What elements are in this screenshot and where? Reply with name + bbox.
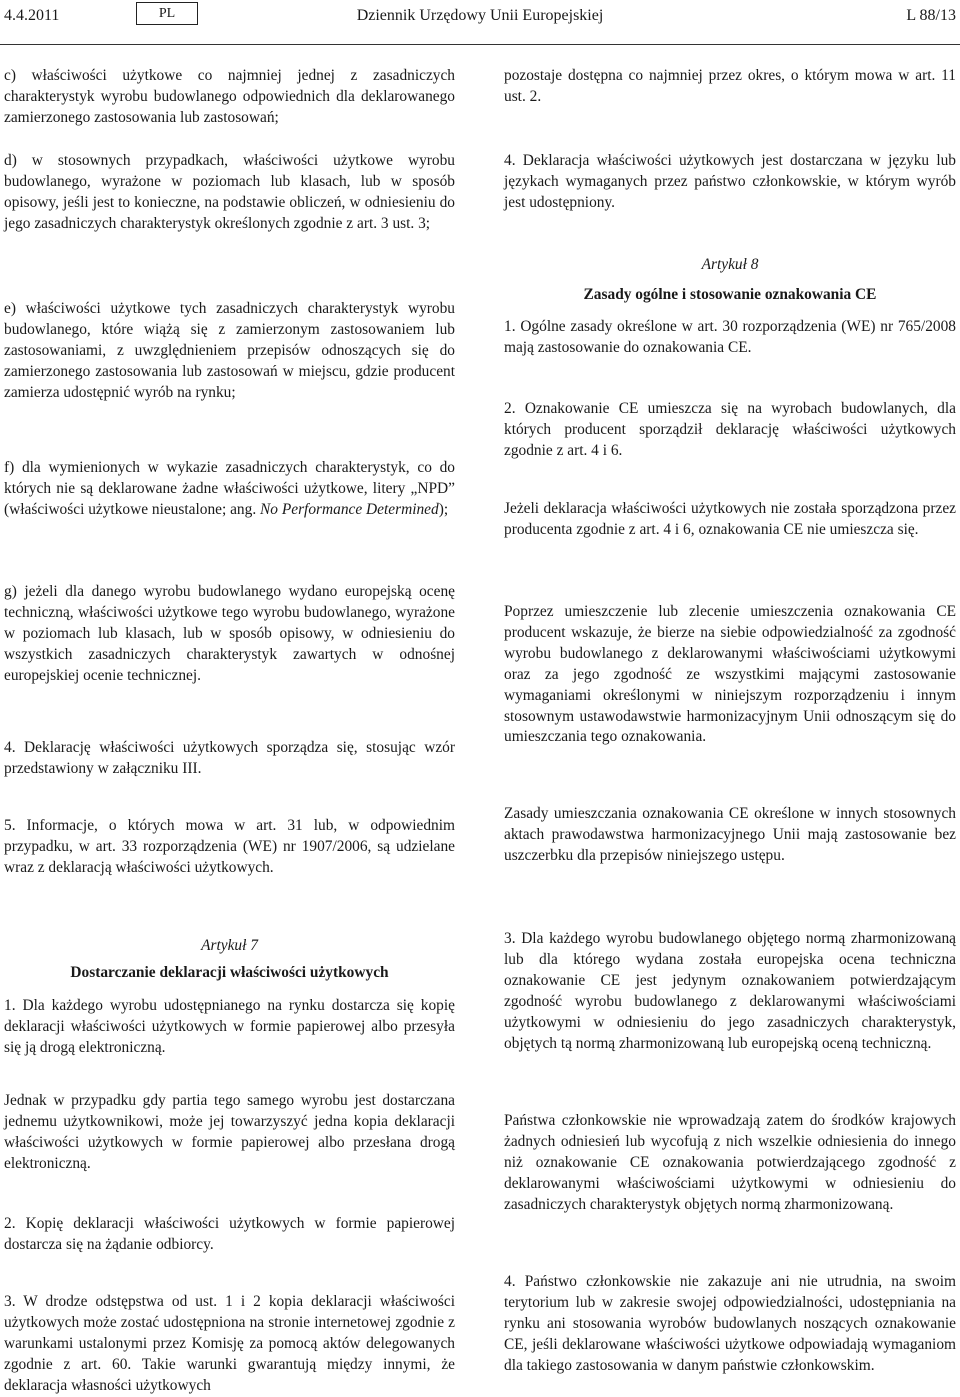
article-8-paragraph-2b: Jeżeli deklaracja właściwości użytkowych nie została sporządzona przez producenta zgodnie z art. 4 i 6, oznakowania CE nie umieszcza się. <box>504 500 956 538</box>
article-8-paragraph-1: 1. Ogólne zasady określone w art. 30 rozporządzenia (WE) nr 765/2008 mają zastosowanie do oznakowania CE. <box>504 318 956 356</box>
publication-date: 4.4.2011 <box>4 7 60 24</box>
article-7-paragraph-3: 3. W drodze odstępstwa od ust. 1 i 2 kopia deklaracji właściwości użytkowych może zostać udostępniona na stronie internetowej zgodnie z warunkami ustalonymi przez Komisję za pomocą aktów delegowanych zgodnie z art. 60. Takie warunki gwarantują między innymi, że deklaracja własności użytkowych <box>4 1293 455 1394</box>
point-e: e) właściwości użytkowe tych zasadniczych charakterystyk wyrobu budowlanego, które wiążą się z zamierzonym zastosowaniem lub zastosowaniami, z uwzględnieniem przepisów odnoszących się do zamierzonego zastosowania lub zastosowań w miejscu, gdzie producent zamierza udostępnić wyrób na rynku; <box>4 300 455 401</box>
continuation-text: pozostaje dostępna co najmniej przez okres, o którym mowa w art. 11 ust. 2. <box>504 67 956 105</box>
article-8-paragraph-2: 2. Oznakowanie CE umieszcza się na wyrobach budowlanych, dla których producent sporządził deklarację właściwości użytkowych zgodnie z art. 4 i 6. <box>504 400 956 459</box>
article-7-paragraph-1: 1. Dla każdego wyrobu udostępnianego na rynku dostarcza się kopię deklaracji właściwości użytkowych w formie papierowej albo przesyła się ją drogą elektroniczną. <box>4 997 455 1056</box>
journal-title: Dziennik Urzędowy Unii Europejskiej <box>356 7 604 24</box>
article-7-title: Dostarczanie deklaracji właściwości użytkowych <box>70 964 389 981</box>
article-8-title: Zasady ogólne i stosowanie oznakowania CE <box>583 286 877 303</box>
article-7-paragraph-1b: Jednak w przypadku gdy partia tego samego wyrobu jest dostarczana jednemu użytkownikowi, może jej towarzyszyć jedna kopia deklaracji właściwości użytkowych w formie papierowej albo przesłana drogą elektroniczną. <box>4 1092 455 1172</box>
point-c: c) właściwości użytkowe co najmniej jednej z zasadniczych charakterystyk wyrobu budowlanego odpowiednich dla deklarowanego zamierzonego zastosowania lub zastosowań; <box>4 67 455 126</box>
article-7-paragraph-2: 2. Kopię deklaracji właściwości użytkowych w formie papierowej dostarcza się na żądanie odbiorcy. <box>4 1215 455 1253</box>
paragraph-5: 5. Informacje, o których mowa w art. 31 lub, w odpowiednim przypadku, w art. 33 rozporządzenia (WE) nr 1907/2006, są udzielane wraz z deklaracją właściwości użytkowych. <box>4 817 455 876</box>
point-d: d) w stosownych przypadkach, właściwości użytkowe wyrobu budowlanego, wyrażone w poziomach lub klasach, lub w sposób opisowy, jeśli jest to konieczne, na podstawie obliczeń, w odniesieniu do jego zasadniczych charakterystyk określonych zgodnie z art. 3 ust. 3; <box>4 152 455 232</box>
article-8-number: Artykuł 8 <box>701 256 759 273</box>
article-8-paragraph-2d: Zasady umieszczania oznakowania CE określone w innych stosownych aktach prawodawstwa harmonizacyjnego Unii mają zastosowanie bez uszczerbku dla przepisów niniejszego ustępu. <box>504 805 956 864</box>
point-f <box>4 458 455 521</box>
article-8-paragraph-2c: Poprzez umieszczenie lub zlecenie umieszczenia oznakowania CE producent wskazuje, że bierze na siebie odpowiedzialność za zgodność wyrobu budowlanego z deklarowanymi właściwościami użytkowymi oraz za jego zgodność ze wszystkimi mającymi zastosowanie wymaganiami określonymi w niniejszym rozporządzeniu i innym stosownym ustawodawstwie harmonizacyjnym Unii odnoszącym się do umieszczania tego oznakowania. <box>504 603 956 746</box>
paragraph-4-right: 4. Deklaracja właściwości użytkowych jest dostarczana w języku lub językach wymaganych przez państwo członkowskie, w którym wyrób jest udostępniony. <box>504 152 956 211</box>
point-g: g) jeżeli dla danego wyrobu budowlanego wydano europejską ocenę techniczną, właściwości użytkowe tego wyrobu budowlanego, wyrażone w poziomach lub klasach, lub w sposób opisowy, w odniesieniu do wszystkich zasadniczych charakterystyk zawartych w odnośnej europejskiej ocenie technicznej. <box>4 583 455 684</box>
article-8-paragraph-3: 3. Dla każdego wyrobu budowlanego objętego normą zharmonizowaną lub dla którego wydana została europejska ocena techniczna oznakowanie CE jest jedynym oznakowaniem potwierdzającym zgodność wyrobu budowlanego z deklarowanymi właściwościami użytkowymi w odniesieniu do jego zasadniczych charakterystyk, objętych tą normą zharmonizowaną lub europejską oceną techniczną. <box>504 930 956 1052</box>
page-number: L 88/13 <box>906 7 956 24</box>
article-8-paragraph-3b: Państwa członkowskie nie wprowadzają zatem do środków krajowych żadnych odniesień lub wycofują z nich wszelkie odniesienia do innego niż oznakowanie CE oznakowania potwierdzającego zgodność z deklarowanymi właściwościami użytkowymi w odniesieniu do zasadniczych charakterystyk objętych normą zharmonizowaną. <box>504 1112 956 1213</box>
article-7-number: Artykuł 7 <box>201 937 258 954</box>
article-8-paragraph-4: 4. Państwo członkowskie nie zakazuje ani nie utrudnia, na swoim terytorium lub w zakresie swojej odpowiedzialności, udostępniania na rynku ani stosowania wyrobów budowlanych noszących oznakowanie CE, jeśli deklarowane właściwości użytkowe odpowiadają wymaganiom dla takiego zastosowania w danym państwie członkowskim. <box>504 1273 956 1374</box>
point-f-italic: No Performance Determined <box>260 500 439 518</box>
header-rule <box>0 44 960 45</box>
point-f-end: ); <box>438 500 449 518</box>
language-badge: PL <box>136 2 198 25</box>
page-header <box>0 0 960 46</box>
paragraph-4: 4. Deklarację właściwości użytkowych sporządza się, stosując wzór przedstawiony w załączniku III. <box>4 739 455 777</box>
point-f-text: f) dla wymienionych w wykazie zasadniczych charakterystyk, co do których nie są deklarowane żadne właściwości użytkowe, litery „NPD” (właściwości użytkowe nieustalone; ang. <box>4 459 455 518</box>
